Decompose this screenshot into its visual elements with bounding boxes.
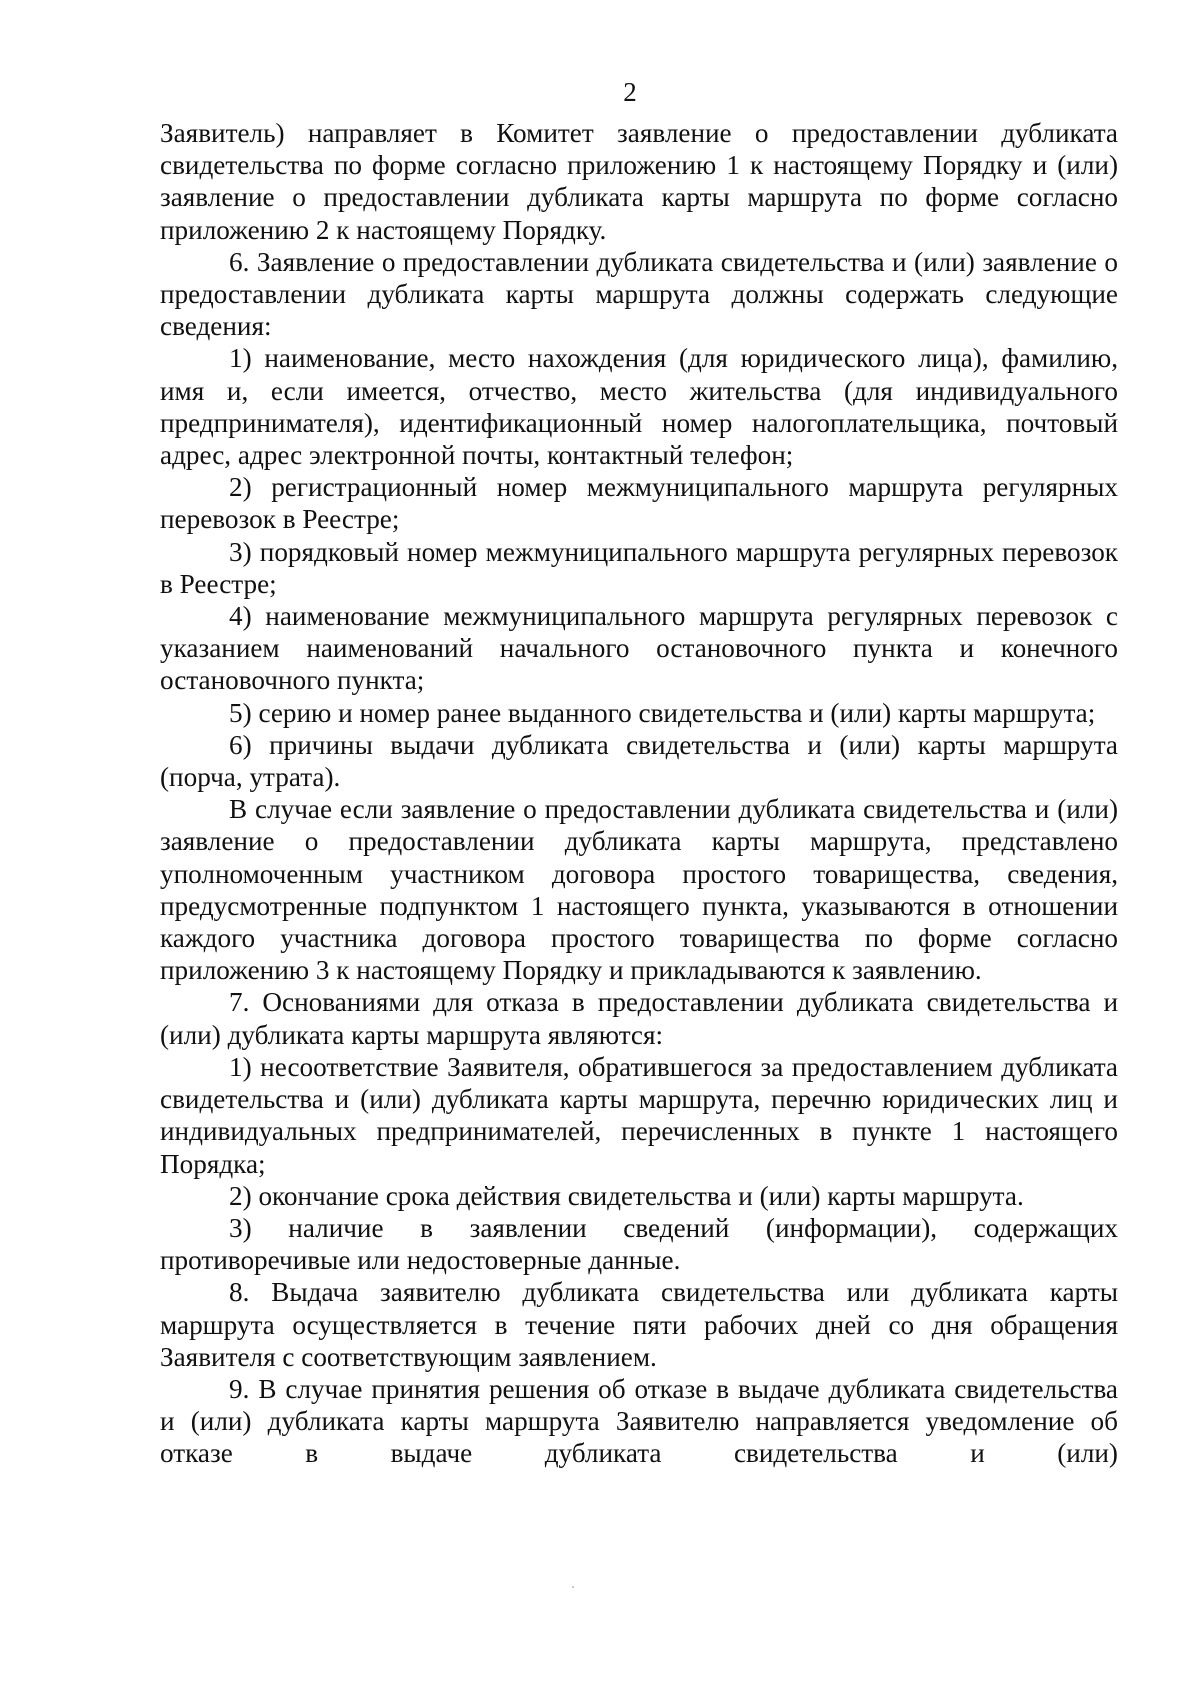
paragraph-item-7: 7. Основаниями для отказа в предоставлении дубликата свидетельства и (или) дубликата карты маршрута являются: bbox=[160, 987, 1118, 1050]
page-number: 2 bbox=[623, 77, 637, 107]
document-body bbox=[160, 117, 1118, 1470]
subitem-7-3: 3) наличие в заявлении сведений (информации), содержащих противоречивые или недостоверные данные. bbox=[160, 1212, 1118, 1276]
paragraph-item-6: 6. Заявление о предоставлении дубликата свидетельства и (или) заявление о предоставлении дубликата карты маршрута должны содержать следующие сведения: bbox=[160, 246, 1118, 342]
scan-speck bbox=[572, 1586, 574, 1588]
paragraph-partnership-case: В случае если заявление о предоставлении дубликата свидетельства и (или) заявление о предоставлении дубликата карты маршрута, представлено уполномоченным участником договора простого товарищества, сведения, предусмотренные подпунктом 1 настоящего пункта, указываются в отношении каждого участника договора простого товарищества по форме согласно приложению 3 к настоящему Порядку и прикладываются к заявлению. bbox=[160, 794, 1118, 986]
subitem-7-1: 1) несоответствие Заявителя, обратившегося за предоставлением дубликата свидетельства и (или) дубликата карты маршрута, перечню юридических лиц и индивидуальных предпринимателей, перечисленных в пункте 1 настоящего Порядка; bbox=[160, 1051, 1118, 1179]
subitem-6-6: 6) причины выдачи дубликата свидетельства и (или) карты маршрута (порча, утрата). bbox=[160, 729, 1118, 793]
paragraph-item-8: 8. Выдача заявителю дубликата свидетельства или дубликата карты маршрута осуществляется в течение пяти рабочих дней со дня обращения Заявителя с соответствующим заявлением. bbox=[160, 1277, 1118, 1372]
subitem-7-2: 2) окончание срока действия свидетельства и (или) карты маршрута. bbox=[229, 1180, 1024, 1211]
subitem-6-2: 2) регистрационный номер межмуниципального маршрута регулярных перевозок в Реестре; bbox=[160, 472, 1118, 535]
paragraph-continuation: Заявитель) направляет в Комитет заявление о предоставлении дубликата свидетельства по форме согласно приложению 1 к настоящему Порядку и (или) заявление о предоставлении дубликата карты маршрута по форме согласно приложению 2 к настоящему Порядку. bbox=[160, 118, 1118, 245]
subitem-6-5: 5) серию и номер ранее выданного свидетельства и (или) карты маршрута; bbox=[229, 697, 1096, 728]
subitem-6-4: 4) наименование межмуниципального маршрута регулярных перевозок с указанием наименований начального остановочного пункта и конечного остановочного пункта; bbox=[160, 601, 1118, 696]
subitem-6-1: 1) наименование, место нахождения (для юридического лица), фамилию, имя и, если имеется, отчество, место жительства (для индивидуального предпринимателя), идентификационный номер налогоплательщика, почтовый адрес, адрес электронной почты, контактный телефон; bbox=[160, 343, 1118, 471]
subitem-6-3: 3) порядковый номер межмуниципального маршрута регулярных перевозок в Реестре; bbox=[160, 536, 1118, 599]
paragraph-item-9: 9. В случае принятия решения об отказе в выдаче дубликата свидетельства и (или) дубликата карты маршрута Заявителю направляется уведомление об отказе в выдаче дубликата свидетельства и (или) bbox=[160, 1373, 1118, 1469]
